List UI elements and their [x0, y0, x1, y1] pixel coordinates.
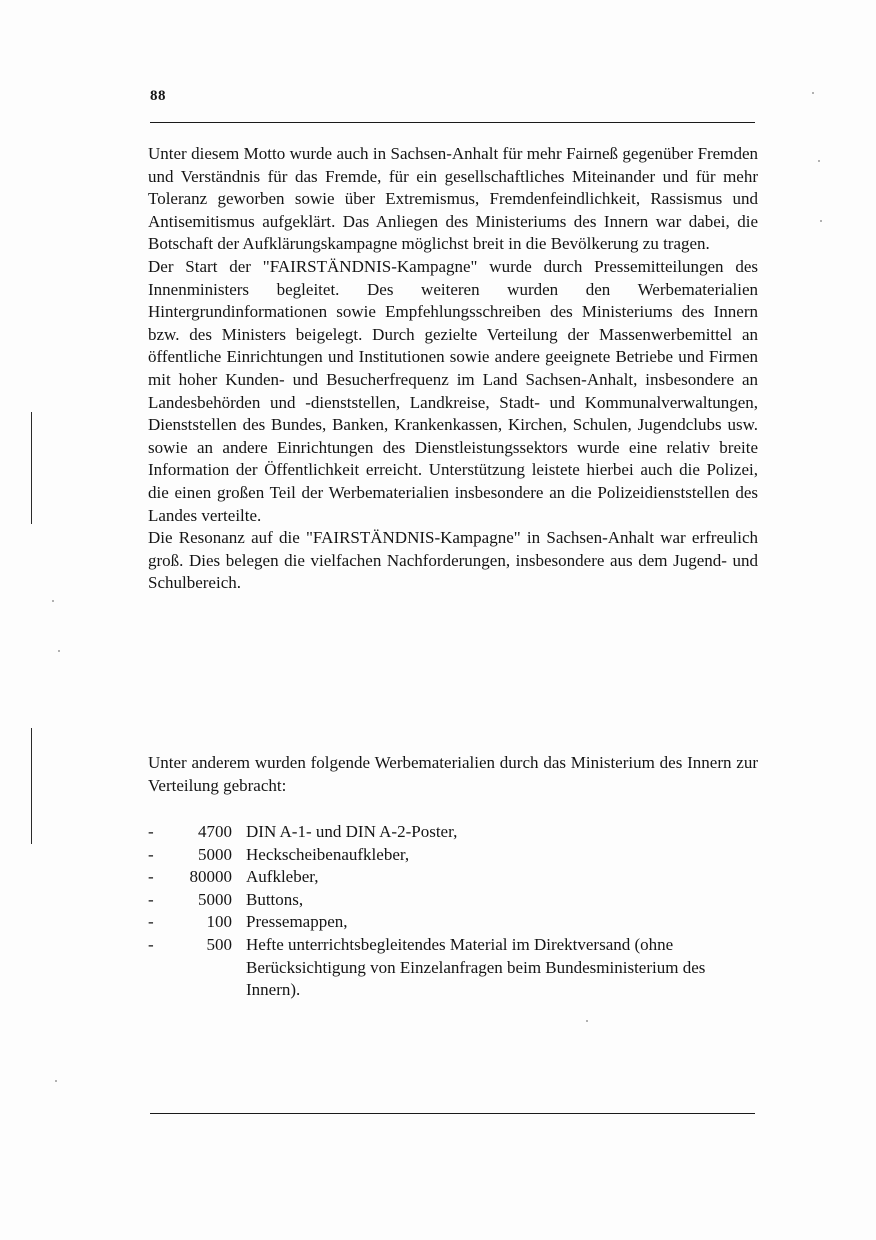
footer-rule [150, 1113, 755, 1114]
list-description: Buttons, [246, 889, 304, 909]
margin-mark-lower [31, 728, 32, 844]
list-item [148, 889, 758, 912]
scan-speck [820, 220, 822, 222]
materials-intro-text: Unter anderem wurden folgende Werbematerialien durch das Ministerium des Innern zur Verteilung gebracht: [148, 753, 758, 795]
list-quantity: 100 [206, 912, 232, 932]
list-dash: - [148, 822, 154, 841]
materials-intro [148, 752, 758, 797]
list-item [148, 844, 758, 867]
scan-speck [586, 1020, 588, 1022]
paragraph-motto: Unter diesem Motto wurde auch in Sachsen-Anhalt für mehr Fairneß gegenüber Fremden und Verständnis für das Fremde, für ein gesellschaftliches Miteinander und für mehr Toleranz geworben sowie über Extremismus, Fremdenfeindlichkeit, Rassismus und Antisemitismus aufgeklärt. Das Anliegen des Ministeriums des Innern war dabei, die Botschaft der Aufklärungskampagne möglichst breit in die Bevölkerung zu tragen. [148, 144, 758, 254]
list-quantity: 500 [206, 934, 232, 954]
list-dash: - [148, 912, 154, 932]
list-description: DIN A-1- und DIN A-2-Poster, [246, 822, 458, 841]
paragraph-resonance: Die Resonanz auf die "FAIRSTÄNDNIS-Kampagne" in Sachsen-Anhalt war erfreulich groß. Dies belegen die vielfachen Nachforderungen, insbesondere aus dem Jugend- und Schulbereich. [148, 528, 758, 593]
materials-list [148, 821, 758, 1002]
list-item [148, 934, 758, 1002]
scan-speck [818, 160, 820, 162]
paragraph-campaign-start: Der Start der "FAIRSTÄNDNIS-Kampagne" wurde durch Pressemitteilungen des Innenministers begleitet. Des weiteren wurden den Werbematerialien Hintergrundinformationen sowie Empfehlungsschreiben des Ministeriums des Innern bzw. des Ministers beigelegt. Durch gezielte Verteilung der Massenwerbemittel an öffentliche Einrichtungen und Institutionen sowie andere geeignete Betriebe und Firmen mit hoher Kunden- und Besucherfrequenz im Land Sachsen-Anhalt, insbesondere an Landesbehörden und -dienststellen, Landkreise, Stadt- und Kommunalverwaltungen, Dienststellen des Bundes, Banken, Krankenkassen, Kirchen, Schulen, Jugendclubs usw. sowie an andere Einrichtungen des Dienstleistungssektors wurde eine relativ breite Information der Öffentlichkeit erreicht. Unterstützung leistete hierbei auch die Polizei, die einen großen Teil der Werbematerialien insbesondere an die Polizeidienststellen des Landes verteilte. [148, 256, 758, 525]
margin-mark-upper [31, 412, 32, 524]
list-description: Heckscheibenaufkleber, [246, 844, 410, 864]
scan-speck [52, 600, 54, 602]
list-description: Pressemappen, [246, 912, 348, 932]
list-dash: - [148, 844, 154, 864]
list-quantity: 4700 [198, 822, 232, 841]
list-quantity: 5000 [198, 844, 232, 864]
page-number: 88 [150, 88, 166, 104]
body-text [148, 143, 758, 595]
list-dash: - [148, 889, 154, 909]
list-item [148, 821, 758, 844]
list-quantity: 5000 [198, 889, 232, 909]
list-quantity: 80000 [189, 867, 232, 887]
list-dash: - [148, 867, 154, 887]
list-item [148, 866, 758, 889]
list-description: Aufkleber, [246, 867, 319, 887]
list-item [148, 911, 758, 934]
scan-speck [812, 92, 814, 94]
scan-speck [58, 650, 60, 652]
scan-speck [55, 1080, 57, 1082]
list-dash: - [148, 934, 154, 954]
header-rule [150, 122, 755, 123]
list-description: Hefte unterrichtsbegleitendes Material im Direktversand (ohne Berücksichtigung von Einzelanfragen beim Bundesministerium des Innern). [246, 934, 706, 1000]
